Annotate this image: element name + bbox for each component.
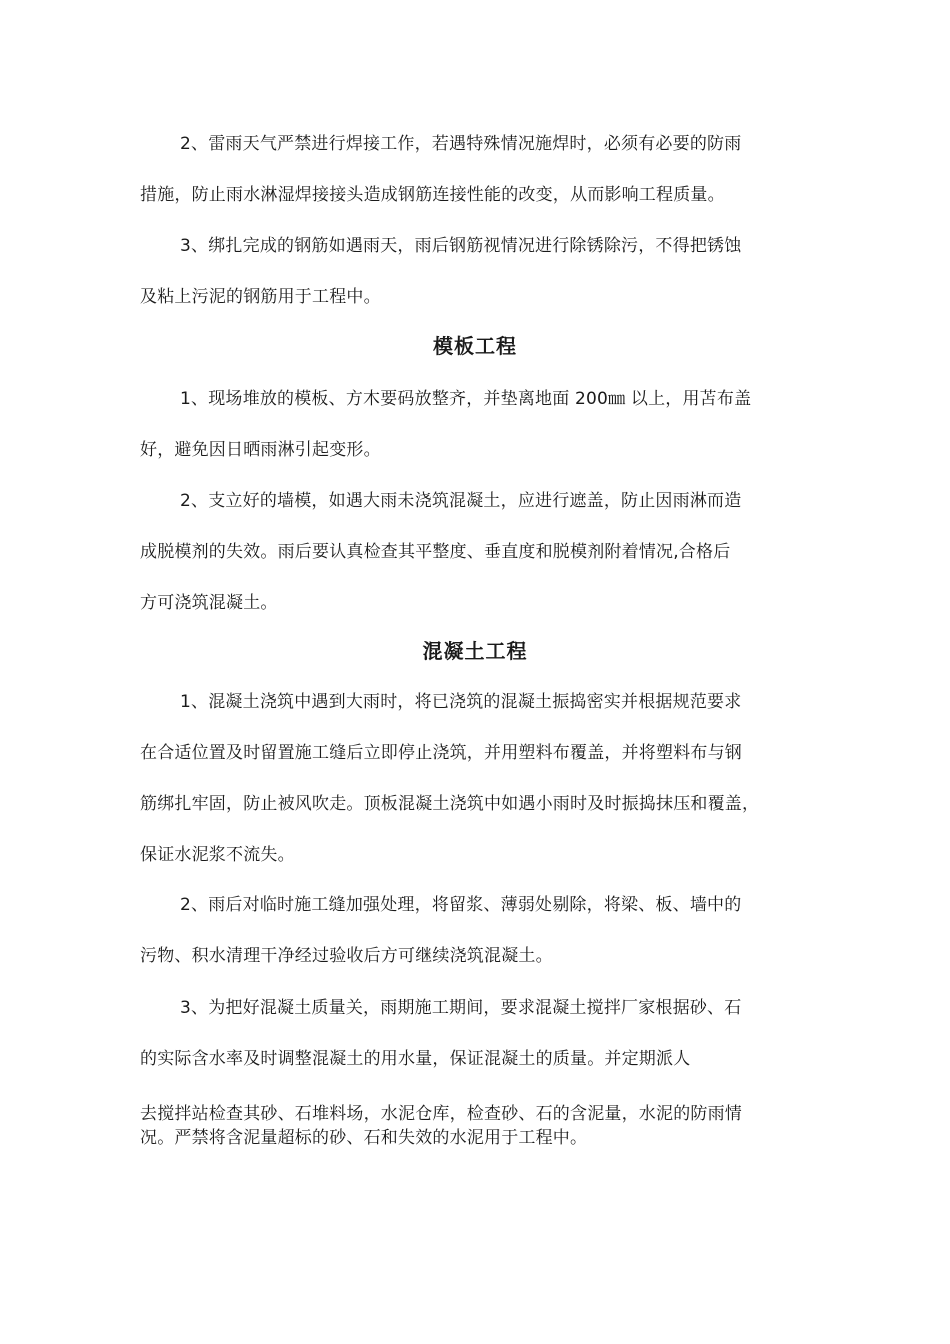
formwork-item-1-line-2: 好，避免因日晒雨淋引起变形。 [140, 440, 381, 460]
formwork-heading: 模板工程 [433, 334, 517, 358]
formwork-item-1-line-1: 1、现场堆放的模板、方木要码放整齐，并垫离地面 200㎜ 以上，用苫布盖 [180, 389, 752, 409]
rebar-item-3-line-1: 3、绑扎完成的钢筋如遇雨天，雨后钢筋视情况进行除锈除污，不得把锈蚀 [180, 236, 742, 256]
concrete-item-2-line-1: 2、雨后对临时施工缝加强处理，将留浆、薄弱处剔除，将梁、板、墙中的 [180, 895, 742, 915]
concrete-item-1-line-4: 保证水泥浆不流失。 [140, 845, 295, 865]
concrete-item-3-line-1: 3、为把好混凝土质量关，雨期施工期间，要求混凝土搅拌厂家根据砂、石 [180, 998, 742, 1018]
concrete-item-1-line-3: 筋绑扎牢固，防止被风吹走。顶板混凝土浇筑中如遇小雨时及时振捣抹压和覆盖， [140, 794, 760, 814]
concrete-item-2-line-2: 污物、积水清理干净经过验收后方可继续浇筑混凝土。 [140, 946, 553, 966]
rebar-item-2-line-1: 2、雷雨天气严禁进行焊接工作，若遇特殊情况施焊时，必须有必要的防雨 [180, 134, 742, 154]
concrete-item-3-line-2: 的实际含水率及时调整混凝土的用水量，保证混凝土的质量。并定期派人 [140, 1049, 691, 1069]
concrete-item-1-line-1: 1、混凝土浇筑中遇到大雨时，将已浇筑的混凝土振捣密实并根据规范要求 [180, 692, 742, 712]
rebar-item-3-line-2: 及粘上污泥的钢筋用于工程中。 [140, 287, 381, 307]
rebar-item-2-line-2: 措施，防止雨水淋湿焊接接头造成钢筋连接性能的改变，从而影响工程质量。 [140, 185, 725, 205]
formwork-item-2-line-3: 方可浇筑混凝土。 [140, 593, 278, 613]
concrete-item-1-line-2: 在合适位置及时留置施工缝后立即停止浇筑，并用塑料布覆盖，并将塑料布与钢 [140, 743, 742, 763]
concrete-item-3-line-3: 去搅拌站检查其砂、石堆料场，水泥仓库，检查砂、石的含泥量，水泥的防雨情 [140, 1104, 742, 1124]
concrete-heading: 混凝土工程 [422, 639, 528, 663]
concrete-item-3-line-4: 况。严禁将含泥量超标的砂、石和失效的水泥用于工程中。 [140, 1128, 588, 1148]
formwork-item-2-line-2: 成脱模剂的失效。雨后要认真检查其平整度、垂直度和脱模剂附着情况,合格后 [140, 542, 731, 562]
formwork-item-2-line-1: 2、支立好的墙模，如遇大雨未浇筑混凝土，应进行遮盖，防止因雨淋而造 [180, 491, 742, 511]
